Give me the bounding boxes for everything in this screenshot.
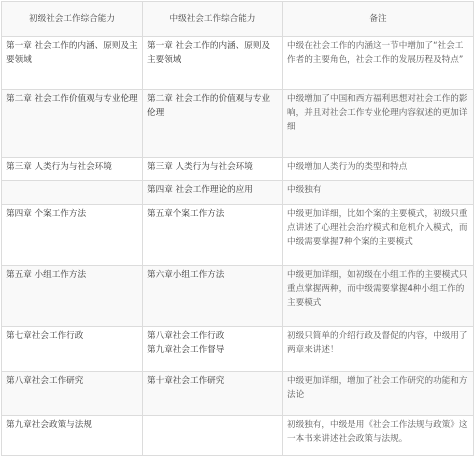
- intermediate-chapter-line: 第十章社会工作研究: [147, 376, 225, 386]
- comparison-table-wrapper: [1, 1, 473, 456]
- note-cell: 初级独有，中级是用《社会工作法规与政策》这一本书来讲述社会政策与法规。: [283, 416, 474, 456]
- table-row: [2, 205, 474, 266]
- header-intermediate-ability: 中级社会工作综合能力: [143, 2, 283, 37]
- table-row: [2, 90, 474, 158]
- note-cell: 中级更加详细，比如个案的主要模式，初级只重点讲述了心理社会治疗模式和危机介入模式，而中级需要掌握7种个案的主要模式: [283, 205, 474, 266]
- primary-chapter-cell: 第四章 个案工作方法: [2, 205, 143, 266]
- intermediate-chapter-line: 第九章社会工作督导: [147, 345, 225, 355]
- table-row: [2, 266, 474, 327]
- table-row: [2, 181, 474, 205]
- intermediate-chapter-line: 第一章 社会工作的内涵、原则及主要领域: [147, 41, 271, 65]
- table-row: [2, 372, 474, 416]
- note-cell: 中级增加人类行为的类型和特点: [283, 158, 474, 181]
- intermediate-chapter-line: 第八章社会工作行政: [147, 331, 225, 341]
- table-row: [2, 158, 474, 181]
- intermediate-chapter-cell: [143, 181, 283, 205]
- primary-chapter-cell: 第八章社会工作研究: [2, 372, 143, 416]
- intermediate-chapter-line: 第五章个案工作方法: [147, 209, 225, 219]
- primary-chapter-cell: 第二章 社会工作价值观与专业伦理: [2, 90, 143, 158]
- primary-chapter-cell: [2, 181, 143, 205]
- intermediate-chapter-cell: [143, 416, 283, 456]
- note-cell: 中级增加了中国和西方福利思想对社会工作的影响，并且对社会工作专业伦理内容叙述的更加详细: [283, 90, 474, 158]
- header-row: [2, 2, 474, 37]
- intermediate-chapter-line: 第六章小组工作方法: [147, 270, 225, 280]
- table-row: [2, 37, 474, 90]
- intermediate-chapter-cell: [143, 372, 283, 416]
- note-cell: 中级独有: [283, 181, 474, 205]
- intermediate-chapter-line: 第四章 社会工作理论的应用: [147, 185, 253, 195]
- primary-chapter-cell: 第三章 人类行为与社会环境: [2, 158, 143, 181]
- intermediate-chapter-cell: [143, 158, 283, 181]
- primary-chapter-cell: 第五章 小组工作方法: [2, 266, 143, 327]
- table-row: [2, 416, 474, 456]
- header-primary-ability: 初级社会工作综合能力: [2, 2, 143, 37]
- note-cell: 中级更加详细，如初级在小组工作的主要模式只重点掌握两种，而中级需要掌握4种小组工作的主要模式: [283, 266, 474, 327]
- intermediate-chapter-cell: [143, 266, 283, 327]
- intermediate-chapter-line: 第三章 人类行为与社会环境: [147, 162, 253, 172]
- primary-chapter-cell: 第七章社会工作行政: [2, 327, 143, 372]
- table-row: [2, 327, 474, 372]
- intermediate-chapter-cell: [143, 205, 283, 266]
- header-notes: 备注: [283, 2, 474, 37]
- intermediate-chapter-cell: [143, 37, 283, 90]
- intermediate-chapter-cell: [143, 327, 283, 372]
- intermediate-chapter-line: 第二章 社会工作的价值观与专业伦理: [147, 94, 271, 118]
- primary-chapter-cell: 第一章 社会工作的内涵、原则及主要领域: [2, 37, 143, 90]
- note-cell: 中级在社会工作的内涵这一节中增加了“社会工作者的主要角色，社会工作的发展历程及特点”: [283, 37, 474, 90]
- note-cell: 中级更加详细，增加了社会工作研究的功能和方法论: [283, 372, 474, 416]
- intermediate-chapter-cell: [143, 90, 283, 158]
- note-cell: 初级只简单的介绍行政及督促的内容，中级用了两章来讲述！: [283, 327, 474, 372]
- primary-chapter-cell: 第九章社会政策与法规: [2, 416, 143, 456]
- comparison-table: [1, 1, 474, 456]
